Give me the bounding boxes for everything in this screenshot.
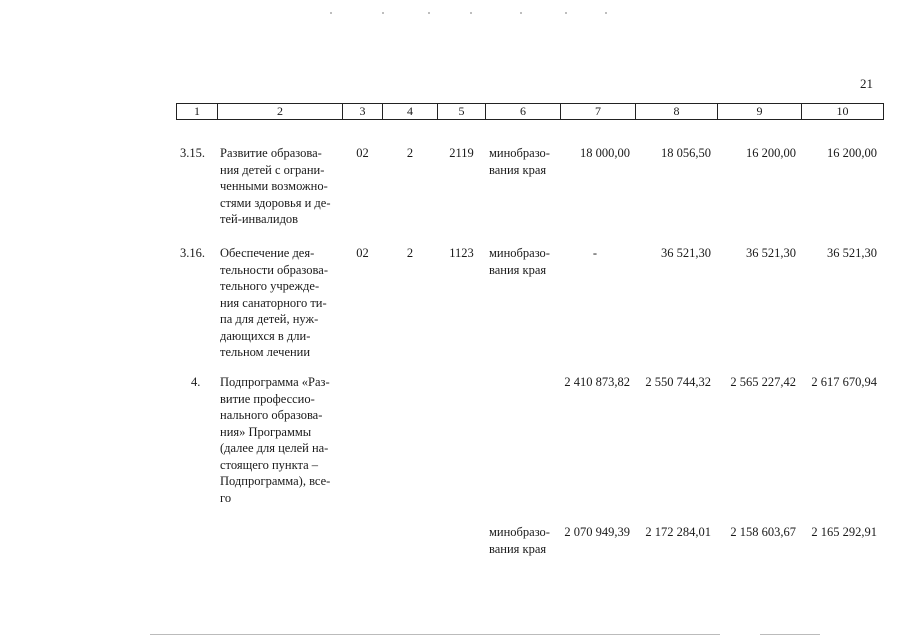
header-cell-9: 9 [717,103,802,120]
code-col3: 02 [356,146,369,160]
row-number: 3.15. [180,146,205,160]
row-name: Подпрограмма «Раз- витие профессио- нального образова- ния» Программы (далее для целей на- стоящего пункта – Подпрограмма), все- го [220,375,331,505]
header-cell-8: 8 [635,103,718,120]
executor: минобразо- вания края [489,525,550,556]
code-col4: 2 [406,246,414,260]
executor: минобразо- вания края [489,146,550,177]
value-col10: 2 617 670,94 [811,375,877,389]
header-cell-6: 6 [485,103,561,120]
value-col10: 2 165 292,91 [811,525,877,539]
value-col10: 36 521,30 [827,246,877,260]
code-col4: 2 [406,146,414,160]
value-col9: 2 565 227,42 [730,375,796,389]
page-number: 21 [860,76,873,91]
code-col3: 02 [356,246,369,260]
value-col8: 18 056,50 [661,146,711,160]
header-cell-4: 4 [382,103,438,120]
value-col10: 16 200,00 [827,146,877,160]
code-col5: 1123 [449,246,474,260]
value-col7: 18 000,00 [580,146,630,160]
value-col7: 2 070 949,39 [564,525,630,539]
code-col5: 2119 [449,146,474,160]
value-col8: 36 521,30 [661,246,711,260]
header-cell-7: 7 [560,103,636,120]
header-cell-10: 10 [801,103,884,120]
value-col7: 2 410 873,82 [564,375,630,389]
value-col8: 2 172 284,01 [645,525,711,539]
header-cell-1: 1 [176,103,218,120]
value-col9: 16 200,00 [746,146,796,160]
row-number: 4. [191,375,201,389]
value-col8: 2 550 744,32 [645,375,711,389]
header-cell-2: 2 [217,103,343,120]
row-name: Развитие образова- ния детей с ограни- ченными возможно- стями здоровья и де- тей-инвалидов [220,146,331,226]
header-cell-3: 3 [342,103,383,120]
row-number: 3.16. [180,246,205,260]
row-name: Обеспечение дея- тельности образова- тельного учрежде- ния санаторного ти- па для детей, нуж- дающихся в дли- тельном лечении [220,246,328,359]
value-col9: 36 521,30 [746,246,796,260]
executor: минобразо- вания края [489,246,550,277]
value-col7: - [592,246,598,260]
header-cell-5: 5 [437,103,486,120]
value-col9: 2 158 603,67 [730,525,796,539]
